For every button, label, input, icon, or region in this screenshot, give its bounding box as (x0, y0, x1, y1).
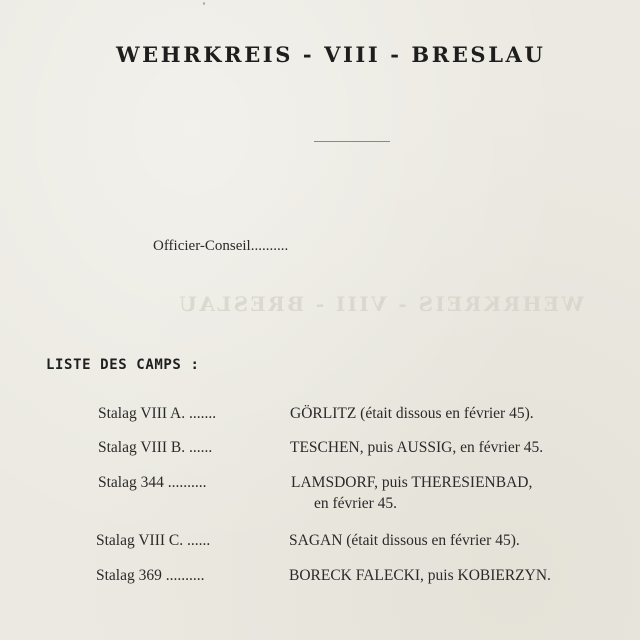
camp-location: BORECK FALECKI, puis KOBIERZYN. (289, 567, 551, 584)
bleed-through-text: WEHRKREIS - VIII - BRESLAU (177, 292, 584, 316)
camp-location: GÖRLITZ (était dissous en février 45). (290, 405, 534, 422)
camp-location: LAMSDORF, puis THERESIENBAD, (291, 474, 533, 491)
page-title: WEHRKREIS - VIII - BRESLAU (116, 42, 546, 67)
camp-location: SAGAN (était dissous en février 45). (289, 532, 520, 549)
paper-speck (203, 2, 205, 5)
officer-label: Officier-Conseil.......... (153, 238, 289, 254)
title-divider (314, 141, 390, 142)
camp-code: Stalag VIII C. ...... (96, 532, 211, 549)
camp-code: Stalag 344 .......... (98, 474, 207, 491)
camp-list-heading: LISTE DES CAMPS : (46, 357, 200, 373)
camp-code: Stalag VIII B. ...... (98, 439, 213, 456)
camp-location: TESCHEN, puis AUSSIG, en février 45. (290, 439, 544, 456)
camp-location-continued: en février 45. (314, 495, 398, 512)
camp-code: Stalag 369 .......... (96, 567, 205, 584)
camp-code: Stalag VIII A. ....... (98, 405, 217, 422)
